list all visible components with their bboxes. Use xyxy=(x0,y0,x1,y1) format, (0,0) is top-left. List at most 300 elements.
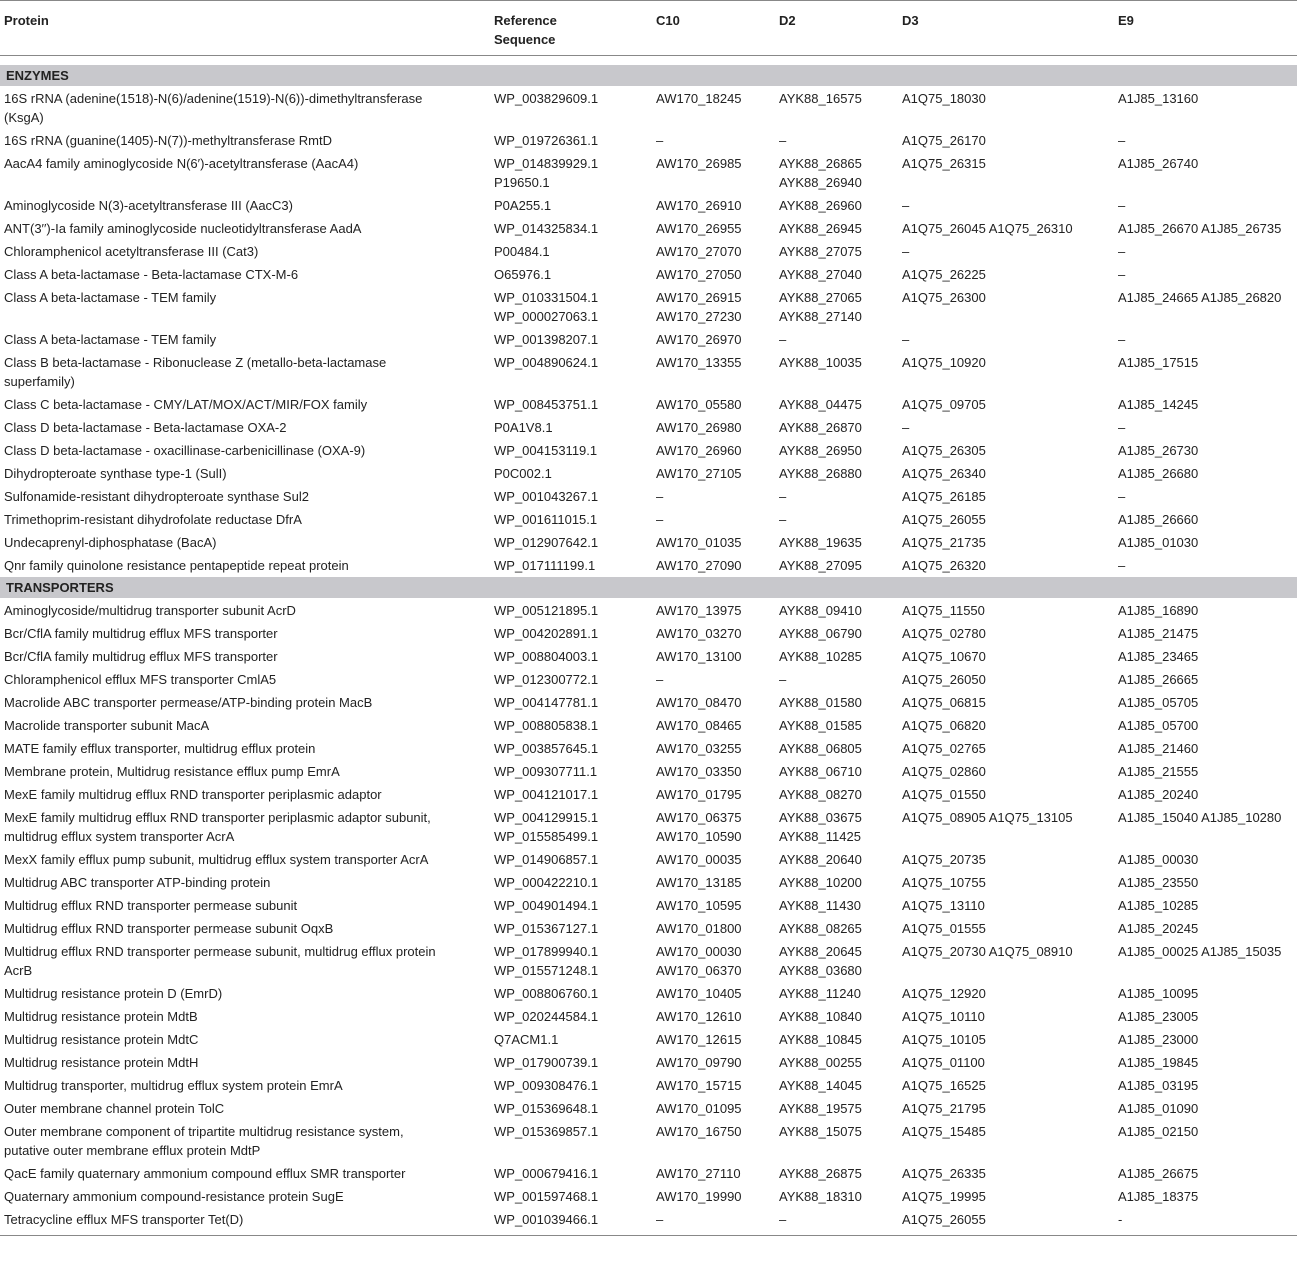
column-header-d3: D3 xyxy=(902,13,919,28)
cell-c10: AW170_27090 xyxy=(656,558,742,573)
cell-d2: – xyxy=(779,489,787,504)
table-row xyxy=(0,194,1297,217)
cell-reference-sequence: WP_017899940.1 WP_015571248.1 xyxy=(494,944,599,978)
cell-d2: AYK88_26960 xyxy=(779,198,862,213)
column-header-reference-sequence: Reference Sequence xyxy=(494,13,557,47)
cell-c10: AW170_26960 xyxy=(656,443,742,458)
cell-protein: Tetracycline efflux MFS transporter Tet(D) xyxy=(4,1212,244,1227)
cell-reference-sequence: WP_003829609.1 xyxy=(494,91,599,106)
cell-c10: AW170_26980 xyxy=(656,420,742,435)
cell-c10: AW170_27110 xyxy=(656,1166,741,1181)
table-row xyxy=(0,848,1297,871)
cell-protein: Multidrug resistance protein MdtB xyxy=(4,1009,198,1024)
cell-d3: A1Q75_01555 xyxy=(902,921,986,936)
cell-c10: AW170_08470 xyxy=(656,695,742,710)
cell-c10: AW170_01800 xyxy=(656,921,742,936)
cell-d2: AYK88_10840 xyxy=(779,1009,862,1024)
cell-d3: – xyxy=(902,420,910,435)
section-header-transporters xyxy=(0,577,1297,599)
cell-e9: A1J85_00025 A1J85_15035 xyxy=(1118,944,1282,959)
cell-d3: – xyxy=(902,244,910,259)
cell-d3: A1Q75_15485 xyxy=(902,1124,986,1139)
cell-c10: AW170_00035 xyxy=(656,852,742,867)
cell-protein: Aminoglycoside/multidrug transporter subunit AcrD xyxy=(4,603,296,618)
cell-reference-sequence: WP_009308476.1 xyxy=(494,1078,599,1093)
cell-d2: AYK88_09410 xyxy=(779,603,862,618)
cell-d2: – xyxy=(779,512,787,527)
cell-d3: A1Q75_06820 xyxy=(902,718,986,733)
table-row xyxy=(0,439,1297,462)
cell-c10: AW170_12610 xyxy=(656,1009,742,1024)
cell-e9: A1J85_26670 A1J85_26735 xyxy=(1118,221,1282,236)
table-row xyxy=(0,508,1297,531)
cell-d2: AYK88_26945 xyxy=(779,221,862,236)
cell-d2: AYK88_15075 xyxy=(779,1124,862,1139)
table-row xyxy=(0,1208,1297,1231)
cell-d2: – xyxy=(779,672,787,687)
table-row xyxy=(0,1162,1297,1185)
cell-e9: A1J85_00030 xyxy=(1118,852,1199,867)
cell-d3: A1Q75_26225 xyxy=(902,267,986,282)
cell-reference-sequence: WP_014325834.1 xyxy=(494,221,599,236)
cell-d2: AYK88_26870 xyxy=(779,420,862,435)
column-header-e9: E9 xyxy=(1118,13,1134,28)
cell-d2: AYK88_08270 xyxy=(779,787,862,802)
cell-protein: MATE family efflux transporter, multidrug efflux protein xyxy=(4,741,316,756)
cell-d2: AYK88_16575 xyxy=(779,91,862,106)
table-row xyxy=(0,351,1297,393)
cell-c10: AW170_01095 xyxy=(656,1101,742,1116)
cell-d3: A1Q75_01100 xyxy=(902,1055,985,1070)
cell-reference-sequence: WP_015367127.1 xyxy=(494,921,599,936)
cell-reference-sequence: WP_005121895.1 xyxy=(494,603,599,618)
cell-c10: AW170_12615 xyxy=(656,1032,742,1047)
cell-protein: Class C beta-lactamase - CMY/LAT/MOX/ACT/MIR/FOX family xyxy=(4,397,368,412)
cell-e9: – xyxy=(1118,558,1126,573)
cell-protein: Class D beta-lactamase - Beta-lactamase OXA-2 xyxy=(4,420,287,435)
cell-c10: AW170_10595 xyxy=(656,898,742,913)
cell-d3: A1Q75_26340 xyxy=(902,466,986,481)
cell-protein: Multidrug efflux RND transporter permease subunit OqxB xyxy=(4,921,334,936)
cell-d3: A1Q75_26315 xyxy=(902,156,986,171)
table-row xyxy=(0,894,1297,917)
table-row xyxy=(0,691,1297,714)
cell-c10: AW170_27070 xyxy=(656,244,742,259)
cell-e9: A1J85_26675 xyxy=(1118,1166,1199,1181)
cell-c10: AW170_16750 xyxy=(656,1124,742,1139)
cell-d2: AYK88_19575 xyxy=(779,1101,862,1116)
cell-d2: AYK88_10285 xyxy=(779,649,862,664)
cell-reference-sequence: WP_008804003.1 xyxy=(494,649,599,664)
table-body xyxy=(0,65,1297,1231)
cell-d2: AYK88_26950 xyxy=(779,443,862,458)
cell-protein: Undecaprenyl-diphosphatase (BacA) xyxy=(4,535,217,550)
table-row xyxy=(0,416,1297,439)
cell-protein: Multidrug resistance protein MdtH xyxy=(4,1055,199,1070)
table-row xyxy=(0,286,1297,328)
cell-d3: A1Q75_08905 A1Q75_13105 xyxy=(902,810,1073,825)
cell-d3: A1Q75_10755 xyxy=(902,875,986,890)
cell-e9: – xyxy=(1118,198,1126,213)
cell-c10: AW170_03350 xyxy=(656,764,742,779)
cell-d2: AYK88_19635 xyxy=(779,535,862,550)
cell-protein: Class A beta-lactamase - TEM family xyxy=(4,332,217,347)
cell-d3: A1Q75_26170 xyxy=(902,133,986,148)
cell-e9: A1J85_23550 xyxy=(1118,875,1199,890)
cell-e9: A1J85_26665 xyxy=(1118,672,1199,687)
cell-protein: Macrolide ABC transporter permease/ATP-binding protein MacB xyxy=(4,695,373,710)
cell-c10: – xyxy=(656,489,664,504)
cell-protein: Chloramphenicol efflux MFS transporter CmlA5 xyxy=(4,672,277,687)
cell-reference-sequence: WP_017111199.1 xyxy=(494,558,596,573)
cell-protein: MexE family multidrug efflux RND transporter periplasmic adaptor xyxy=(4,787,382,802)
cell-c10: AW170_09790 xyxy=(656,1055,742,1070)
cell-d2: AYK88_10200 xyxy=(779,875,862,890)
cell-reference-sequence: WP_001039466.1 xyxy=(494,1212,599,1227)
cell-c10: – xyxy=(656,1212,664,1227)
cell-e9: A1J85_01030 xyxy=(1118,535,1199,550)
cell-e9: A1J85_18375 xyxy=(1118,1189,1199,1204)
cell-protein: Multidrug efflux RND transporter permease subunit xyxy=(4,898,298,913)
cell-e9: A1J85_26660 xyxy=(1118,512,1199,527)
cell-reference-sequence: WP_004901494.1 xyxy=(494,898,599,913)
cell-d3: A1Q75_02780 xyxy=(902,626,986,641)
cell-d3: A1Q75_26320 xyxy=(902,558,986,573)
cell-reference-sequence: WP_004147781.1 xyxy=(494,695,599,710)
cell-reference-sequence: WP_001597468.1 xyxy=(494,1189,599,1204)
table-row xyxy=(0,1028,1297,1051)
cell-d2: AYK88_03675 AYK88_11425 xyxy=(779,810,862,844)
cell-reference-sequence: WP_015369857.1 xyxy=(494,1124,599,1139)
cell-d3: A1Q75_06815 xyxy=(902,695,986,710)
cell-d2: AYK88_00255 xyxy=(779,1055,862,1070)
cell-protein: 16S rRNA (guanine(1405)-N(7))-methyltransferase RmtD xyxy=(4,133,333,148)
cell-protein: Outer membrane component of tripartite multidrug resistance system, putative outer membrane efflux protein MdtP xyxy=(4,1124,404,1158)
cell-protein: Chloramphenicol acetyltransferase III (Cat3) xyxy=(4,244,259,259)
cell-d2: – xyxy=(779,332,787,347)
cell-d3: A1Q75_26050 xyxy=(902,672,986,687)
table-row xyxy=(0,806,1297,848)
cell-reference-sequence: WP_015369648.1 xyxy=(494,1101,599,1116)
cell-c10: AW170_00030 AW170_06370 xyxy=(656,944,742,978)
cell-d3: A1Q75_26185 xyxy=(902,489,986,504)
cell-protein: MexE family multidrug efflux RND transporter periplasmic adaptor subunit, multidrug efflux system transporter AcrA xyxy=(4,810,431,844)
cell-e9: A1J85_05700 xyxy=(1118,718,1199,733)
table-row xyxy=(0,1005,1297,1028)
cell-reference-sequence: O65976.1 xyxy=(494,267,552,282)
cell-d3: A1Q75_26300 xyxy=(902,290,986,305)
cell-reference-sequence: WP_008805838.1 xyxy=(494,718,599,733)
cell-d3: A1Q75_16525 xyxy=(902,1078,986,1093)
cell-reference-sequence: P00484.1 xyxy=(494,244,550,259)
cell-e9: – xyxy=(1118,244,1126,259)
cell-c10: AW170_27105 xyxy=(656,466,742,481)
cell-protein: Dihydropteroate synthase type-1 (SulI) xyxy=(4,466,227,481)
cell-c10: AW170_03255 xyxy=(656,741,742,756)
cell-protein: QacE family quaternary ammonium compound efflux SMR transporter xyxy=(4,1166,406,1181)
column-header-c10: C10 xyxy=(656,13,680,28)
table-row xyxy=(0,871,1297,894)
cell-d2: AYK88_27075 xyxy=(779,244,862,259)
cell-e9: A1J85_16890 xyxy=(1118,603,1199,618)
table-header-row xyxy=(0,0,1297,56)
table-row xyxy=(0,393,1297,416)
cell-e9: A1J85_21460 xyxy=(1118,741,1199,756)
cell-d3: A1Q75_13110 xyxy=(902,898,985,913)
cell-e9: A1J85_01090 xyxy=(1118,1101,1199,1116)
cell-c10: AW170_01795 xyxy=(656,787,742,802)
cell-e9: A1J85_26680 xyxy=(1118,466,1199,481)
cell-d3: A1Q75_10920 xyxy=(902,355,986,370)
cell-protein: Class D beta-lactamase - oxacillinase-carbenicillinase (OXA-9) xyxy=(4,443,366,458)
cell-e9: A1J85_23005 xyxy=(1118,1009,1199,1024)
cell-d3: A1Q75_26335 xyxy=(902,1166,986,1181)
cell-reference-sequence: P0A1V8.1 xyxy=(494,420,553,435)
cell-d2: AYK88_06710 xyxy=(779,764,862,779)
table-row xyxy=(0,783,1297,806)
cell-e9: A1J85_19845 xyxy=(1118,1055,1199,1070)
section-title: TRANSPORTERS xyxy=(6,580,114,595)
table-row xyxy=(0,737,1297,760)
cell-protein: Bcr/CflA family multidrug efflux MFS transporter xyxy=(4,626,278,641)
cell-c10: AW170_06375 AW170_10590 xyxy=(656,810,742,844)
table-row xyxy=(0,328,1297,351)
cell-e9: A1J85_23465 xyxy=(1118,649,1199,664)
table-row xyxy=(0,982,1297,1005)
cell-d3: A1Q75_21795 xyxy=(902,1101,986,1116)
cell-d2: AYK88_14045 xyxy=(779,1078,862,1093)
cell-reference-sequence: WP_004129915.1 WP_015585499.1 xyxy=(494,810,599,844)
cell-d2: AYK88_27040 xyxy=(779,267,862,282)
table-row xyxy=(0,554,1297,577)
cell-c10: AW170_13185 xyxy=(656,875,742,890)
cell-d3: A1Q75_26045 A1Q75_26310 xyxy=(902,221,1073,236)
cell-c10: AW170_13100 xyxy=(656,649,742,664)
cell-protein: ANT(3′′)-Ia family aminoglycoside nucleotidyltransferase AadA xyxy=(4,221,362,236)
table-row xyxy=(0,129,1297,152)
cell-c10: AW170_26955 xyxy=(656,221,742,236)
cell-protein: Multidrug resistance protein D (EmrD) xyxy=(4,986,223,1001)
cell-protein: Quaternary ammonium compound-resistance protein SugE xyxy=(4,1189,344,1204)
table-row xyxy=(0,1185,1297,1208)
cell-d2: AYK88_10845 xyxy=(779,1032,862,1047)
cell-d3: A1Q75_01550 xyxy=(902,787,986,802)
cell-reference-sequence: Q7ACM1.1 xyxy=(494,1032,559,1047)
cell-e9: A1J85_10285 xyxy=(1118,898,1199,913)
cell-d2: AYK88_06790 xyxy=(779,626,862,641)
cell-e9: A1J85_15040 A1J85_10280 xyxy=(1118,810,1282,825)
table-row xyxy=(0,485,1297,508)
table-bottom-rule xyxy=(0,1235,1297,1236)
table-row xyxy=(0,622,1297,645)
cell-protein: Aminoglycoside N(3)-acetyltransferase III (AacC3) xyxy=(4,198,293,213)
cell-d3: A1Q75_02860 xyxy=(902,764,986,779)
cell-protein: Outer membrane channel protein TolC xyxy=(4,1101,225,1116)
column-header-protein: Protein xyxy=(4,13,49,28)
table-row xyxy=(0,760,1297,783)
cell-protein: Multidrug transporter, multidrug efflux system protein EmrA xyxy=(4,1078,343,1093)
cell-d3: A1Q75_21735 xyxy=(902,535,986,550)
section-title: ENZYMES xyxy=(6,68,69,83)
cell-protein: AacA4 family aminoglycoside N(6′)-acetyltransferase (AacA4) xyxy=(4,156,359,171)
cell-protein: Class A beta-lactamase - Beta-lactamase CTX-M-6 xyxy=(4,267,299,282)
cell-reference-sequence: WP_004121017.1 xyxy=(494,787,599,802)
cell-e9: A1J85_21555 xyxy=(1118,764,1199,779)
cell-reference-sequence: WP_017900739.1 xyxy=(494,1055,599,1070)
cell-d3: A1Q75_26305 xyxy=(902,443,986,458)
cell-protein: Bcr/CflA family multidrug efflux MFS transporter xyxy=(4,649,278,664)
table-row xyxy=(0,240,1297,263)
cell-d2: AYK88_20645 AYK88_03680 xyxy=(779,944,862,978)
cell-reference-sequence: WP_012907642.1 xyxy=(494,535,599,550)
cell-d3: A1Q75_18030 xyxy=(902,91,986,106)
cell-reference-sequence: WP_000422210.1 xyxy=(494,875,599,890)
cell-reference-sequence: WP_010331504.1 WP_000027063.1 xyxy=(494,290,599,324)
cell-reference-sequence: WP_019726361.1 xyxy=(494,133,599,148)
cell-reference-sequence: WP_008806760.1 xyxy=(494,986,599,1001)
cell-reference-sequence: WP_014839929.1 P19650.1 xyxy=(494,156,599,190)
cell-c10: AW170_13355 xyxy=(656,355,742,370)
table-row xyxy=(0,714,1297,737)
cell-c10: AW170_01035 xyxy=(656,535,742,550)
cell-d3: A1Q75_10110 xyxy=(902,1009,985,1024)
cell-c10: AW170_15715 xyxy=(656,1078,742,1093)
table-row xyxy=(0,917,1297,940)
cell-protein: Qnr family quinolone resistance pentapeptide repeat protein xyxy=(4,558,349,573)
section-header-enzymes xyxy=(0,65,1297,87)
cell-reference-sequence: WP_001398207.1 xyxy=(494,332,599,347)
cell-d3: A1Q75_12920 xyxy=(902,986,986,1001)
cell-d2: AYK88_27095 xyxy=(779,558,862,573)
table-row xyxy=(0,462,1297,485)
column-header-d2: D2 xyxy=(779,13,796,28)
cell-d2: AYK88_11430 xyxy=(779,898,861,913)
cell-c10: AW170_26970 xyxy=(656,332,742,347)
cell-c10: AW170_26985 xyxy=(656,156,742,171)
cell-e9: A1J85_26740 xyxy=(1118,156,1199,171)
cell-d3: A1Q75_20735 xyxy=(902,852,986,867)
cell-d3: A1Q75_20730 A1Q75_08910 xyxy=(902,944,1073,959)
cell-d3: A1Q75_09705 xyxy=(902,397,986,412)
cell-e9: A1J85_20245 xyxy=(1118,921,1199,936)
cell-reference-sequence: WP_003857645.1 xyxy=(494,741,599,756)
cell-d2: AYK88_08265 xyxy=(779,921,862,936)
cell-e9: A1J85_05705 xyxy=(1118,695,1199,710)
cell-reference-sequence: WP_009307711.1 xyxy=(494,764,598,779)
cell-d2: AYK88_20640 xyxy=(779,852,862,867)
cell-e9: - xyxy=(1118,1212,1123,1227)
cell-protein: 16S rRNA (adenine(1518)-N(6)/adenine(1519)-N(6))-dimethyltransferase (KsgA) xyxy=(4,91,423,125)
cell-protein: Multidrug ABC transporter ATP-binding protein xyxy=(4,875,271,890)
cell-reference-sequence: WP_004202891.1 xyxy=(494,626,599,641)
table-row xyxy=(0,668,1297,691)
cell-protein: Macrolide transporter subunit MacA xyxy=(4,718,210,733)
cell-e9: A1J85_02150 xyxy=(1118,1124,1199,1139)
cell-d2: – xyxy=(779,1212,787,1227)
table-row xyxy=(0,1051,1297,1074)
cell-reference-sequence: WP_001043267.1 xyxy=(494,489,599,504)
cell-d3: A1Q75_19995 xyxy=(902,1189,986,1204)
table-row xyxy=(0,1074,1297,1097)
table-row xyxy=(0,1097,1297,1120)
cell-d3: A1Q75_26055 xyxy=(902,512,986,527)
cell-d2: AYK88_11240 xyxy=(779,986,861,1001)
cell-e9: A1J85_03195 xyxy=(1118,1078,1199,1093)
cell-e9: A1J85_26730 xyxy=(1118,443,1199,458)
table-row xyxy=(0,940,1297,982)
cell-d3: A1Q75_26055 xyxy=(902,1212,986,1227)
cell-d2: AYK88_27065 AYK88_27140 xyxy=(779,290,862,324)
cell-c10: – xyxy=(656,512,664,527)
cell-e9: A1J85_13160 xyxy=(1118,91,1199,106)
cell-d2: AYK88_18310 xyxy=(779,1189,862,1204)
cell-c10: AW170_05580 xyxy=(656,397,742,412)
cell-e9: A1J85_21475 xyxy=(1118,626,1199,641)
cell-reference-sequence: WP_020244584.1 xyxy=(494,1009,599,1024)
table-row xyxy=(0,263,1297,286)
cell-d3: A1Q75_02765 xyxy=(902,741,986,756)
cell-c10: AW170_18245 xyxy=(656,91,742,106)
cell-d2: AYK88_26865 AYK88_26940 xyxy=(779,156,862,190)
cell-e9: A1J85_17515 xyxy=(1118,355,1199,370)
cell-c10: AW170_08465 xyxy=(656,718,742,733)
cell-e9: A1J85_23000 xyxy=(1118,1032,1199,1047)
cell-reference-sequence: P0A255.1 xyxy=(494,198,552,213)
cell-e9: A1J85_24665 A1J85_26820 xyxy=(1118,290,1282,305)
cell-c10: AW170_27050 xyxy=(656,267,742,282)
cell-protein: Class B beta-lactamase - Ribonuclease Z (metallo-beta-lactamase superfamily) xyxy=(4,355,387,389)
cell-reference-sequence: P0C002.1 xyxy=(494,466,552,481)
cell-c10: – xyxy=(656,672,664,687)
cell-d2: AYK88_06805 xyxy=(779,741,862,756)
cell-e9: – xyxy=(1118,420,1126,435)
table-row xyxy=(0,1120,1297,1162)
cell-protein: Class A beta-lactamase - TEM family xyxy=(4,290,217,305)
cell-e9: A1J85_20240 xyxy=(1118,787,1199,802)
table-row xyxy=(0,87,1297,129)
cell-reference-sequence: WP_012300772.1 xyxy=(494,672,599,687)
cell-reference-sequence: WP_001611015.1 xyxy=(494,512,598,527)
cell-protein: MexX family efflux pump subunit, multidrug efflux system transporter AcrA xyxy=(4,852,429,867)
cell-reference-sequence: WP_008453751.1 xyxy=(494,397,599,412)
cell-e9: A1J85_14245 xyxy=(1118,397,1199,412)
table-row xyxy=(0,152,1297,194)
table-row xyxy=(0,531,1297,554)
cell-protein: Multidrug resistance protein MdtC xyxy=(4,1032,199,1047)
table-row xyxy=(0,599,1297,622)
cell-c10: AW170_26915 AW170_27230 xyxy=(656,290,742,324)
cell-d3: A1Q75_10105 xyxy=(902,1032,986,1047)
cell-d2: AYK88_04475 xyxy=(779,397,862,412)
cell-protein: Multidrug efflux RND transporter permease subunit, multidrug efflux protein AcrB xyxy=(4,944,436,978)
cell-d2: AYK88_26880 xyxy=(779,466,862,481)
cell-e9: – xyxy=(1118,489,1126,504)
cell-d3: – xyxy=(902,332,910,347)
cell-c10: AW170_19990 xyxy=(656,1189,742,1204)
cell-reference-sequence: WP_004890624.1 xyxy=(494,355,599,370)
cell-e9: – xyxy=(1118,133,1126,148)
cell-e9: – xyxy=(1118,267,1126,282)
cell-protein: Trimethoprim-resistant dihydrofolate reductase DfrA xyxy=(4,512,302,527)
cell-c10: AW170_13975 xyxy=(656,603,742,618)
cell-protein: Sulfonamide-resistant dihydropteroate synthase Sul2 xyxy=(4,489,309,504)
table-row xyxy=(0,217,1297,240)
cell-d2: AYK88_01580 xyxy=(779,695,862,710)
cell-d2: AYK88_26875 xyxy=(779,1166,862,1181)
cell-e9: A1J85_10095 xyxy=(1118,986,1199,1001)
cell-d3: A1Q75_10670 xyxy=(902,649,986,664)
cell-protein: Membrane protein, Multidrug resistance efflux pump EmrA xyxy=(4,764,340,779)
